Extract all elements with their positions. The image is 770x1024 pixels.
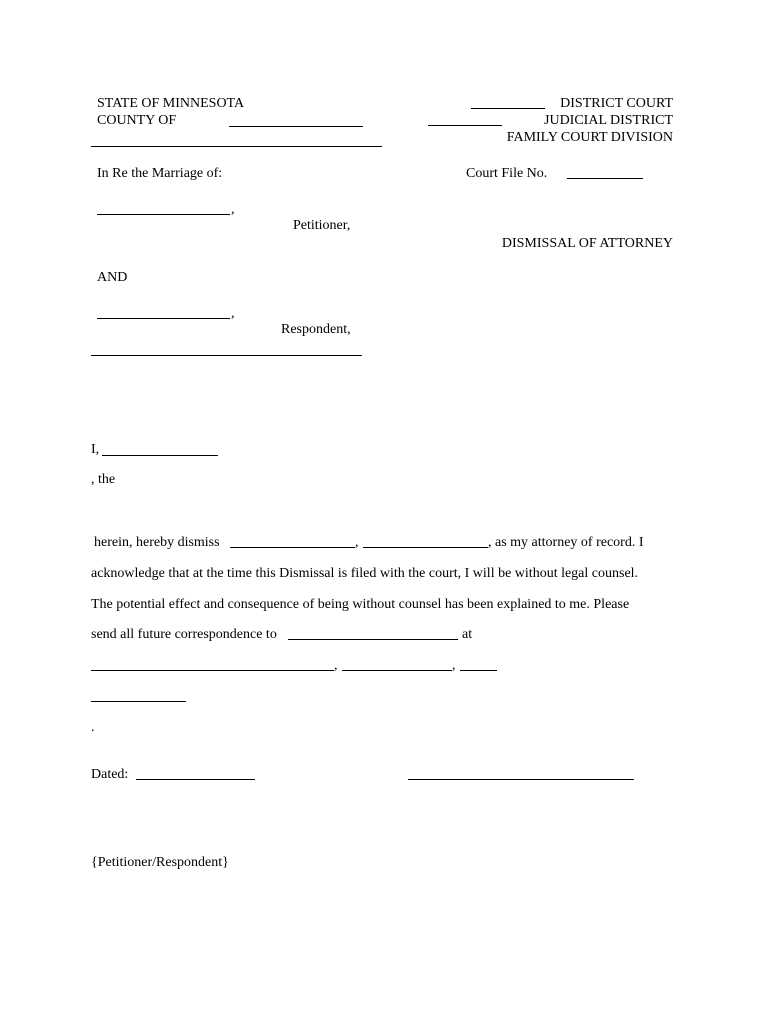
court-file-blank[interactable] (567, 178, 643, 179)
judicial-district-label: JUDICIAL DISTRICT (544, 113, 673, 128)
dated-label: Dated: (91, 767, 129, 782)
in-re-label: In Re the Marriage of: (97, 166, 223, 181)
attorney-firstname-blank[interactable] (230, 547, 355, 548)
caption-divider (91, 355, 362, 356)
header-divider-left (91, 146, 382, 147)
address-street-blank[interactable] (91, 670, 334, 671)
body-line-2: acknowledge that at the time this Dismissal is filed with the court, I will be without legal counsel. (91, 566, 639, 581)
address-state-blank[interactable] (460, 670, 497, 671)
petitioner-comma: , (231, 202, 235, 217)
declarant-name-blank[interactable] (102, 455, 218, 456)
address-sep-2: , (452, 658, 456, 673)
judicial-district-blank[interactable] (428, 125, 502, 126)
county-label: COUNTY OF (97, 113, 177, 128)
address-period: . (91, 720, 95, 735)
state-label: STATE OF MINNESOTA (97, 96, 245, 111)
district-court-blank[interactable] (471, 108, 545, 109)
county-blank[interactable] (229, 126, 363, 127)
document-title: DISMISSAL OF ATTORNEY (501, 236, 673, 251)
respondent-name-blank[interactable] (97, 318, 230, 319)
dismiss-sep: , (355, 535, 359, 550)
dismiss-suffix: , as my attorney of record. I (488, 535, 644, 550)
family-division-label: FAMILY COURT DIVISION (506, 130, 673, 145)
address-city-blank[interactable] (342, 670, 452, 671)
respondent-comma: , (231, 306, 235, 321)
signer-role-label: {Petitioner/Respondent} (91, 855, 229, 870)
attorney-lastname-blank[interactable] (363, 547, 488, 548)
address-zip-blank[interactable] (91, 701, 186, 702)
body-line-3: The potential effect and consequence of being without counsel has been explained to me. Please (91, 597, 630, 612)
signature-line[interactable] (408, 779, 634, 780)
court-file-label: Court File No. (466, 166, 548, 181)
petitioner-label: Petitioner, (293, 218, 351, 233)
i-prefix: I, (91, 442, 100, 457)
district-court-label: DISTRICT COURT (560, 96, 673, 111)
correspondence-prefix: send all future correspondence to (91, 627, 277, 642)
date-blank[interactable] (136, 779, 255, 780)
correspondence-at: at (462, 627, 473, 642)
and-label: AND (97, 270, 128, 285)
dismiss-prefix: herein, hereby dismiss (94, 535, 220, 550)
respondent-label: Respondent, (281, 322, 351, 337)
address-sep-1: , (334, 658, 338, 673)
correspondence-name-blank[interactable] (288, 639, 458, 640)
the-text: , the (91, 472, 116, 487)
petitioner-name-blank[interactable] (97, 214, 230, 215)
